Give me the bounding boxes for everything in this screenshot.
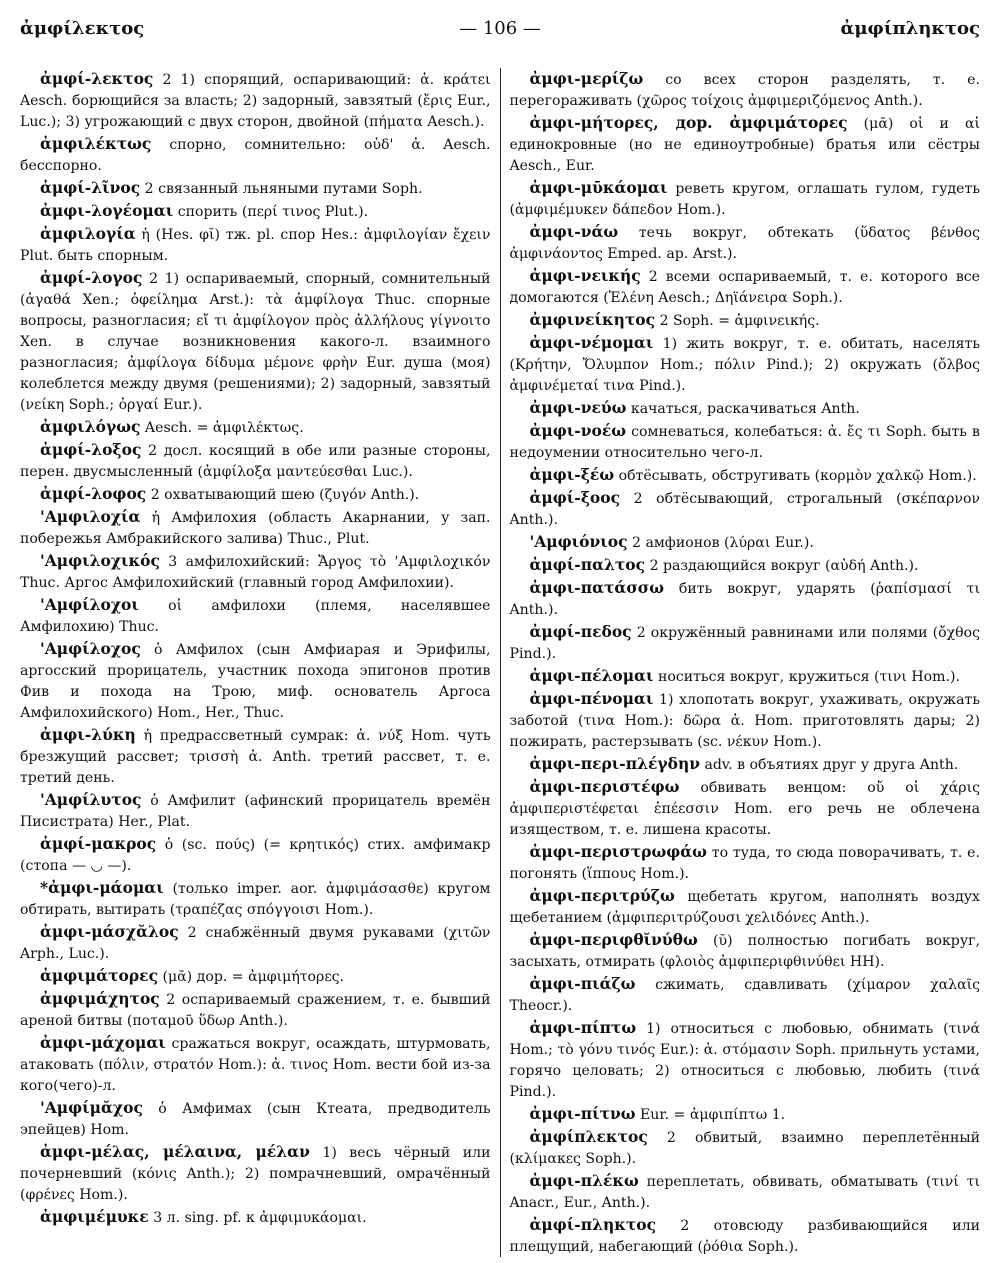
dictionary-entry <box>510 929 981 973</box>
entry-definition: 1) жить вокруг, т. е. обитать, населять (Κρήτην, Ὄλυμπον Hom.; πόλιν Pind.); 2) окружать (ὄλβος ἀμφινέμεταί τινα Pind.). <box>509 336 980 394</box>
dictionary-entry <box>510 776 981 841</box>
entry-headword: ἀμφινείκητος <box>529 310 656 329</box>
entry-definition: качаться, раскачиваться Anth. <box>630 401 860 417</box>
dictionary-entry <box>20 638 491 724</box>
entry-headword: ἀμφι-λογέομαι <box>40 201 174 220</box>
entry-definition: переплетать, обвивать, обматывать (τινί τι Anacr., Eur., Anth.). <box>509 1174 980 1211</box>
dictionary-entry <box>510 665 981 688</box>
entry-definition: спорно, сомнительно: οὐδ' ἀ. Aesch. бесспорно. <box>20 137 491 174</box>
entry-headword: ἀμφι-μήτορες, дор. ἀμφιμάτορες <box>529 113 848 132</box>
dictionary-entry <box>20 267 491 416</box>
entry-headword: ἀμφι-πέλομαι <box>529 666 654 685</box>
entry-headword: ἀμφιλέκτως <box>40 134 152 153</box>
entry-definition: щебетать кругом, наполнять воздух щебетанием (ἀμφιπεριτρύζουσι χελιδόνες Anth.). <box>509 889 980 926</box>
entry-definition: Eur. = ἀμφιπίπτω 1. <box>640 1107 786 1123</box>
entry-definition: ἡ предрассветный сумрак: ἀ. νύξ Hom. чуть брезжущий рассвет; τρισσὴ ἀ. Anth. третий рассвет, т. е. третий день. <box>20 728 491 786</box>
left-column <box>20 68 500 1257</box>
entry-definition: бить вокруг, ударять (ῥαπίσμασί τι Anth.). <box>509 581 980 618</box>
dictionary-entry <box>20 988 491 1032</box>
entry-headword: ἀμφι-περιστέφω <box>529 777 680 796</box>
entry-headword: ἀμφί-ξοος <box>529 488 621 507</box>
dictionary-entry <box>20 483 491 506</box>
dictionary-entry <box>510 1170 981 1214</box>
dictionary-entry <box>510 885 981 929</box>
entry-definition: 2 амфионов (λύραι Eur.). <box>632 535 814 551</box>
entry-headword: ἀμφι-πατάσσω <box>529 578 664 597</box>
entry-definition: Aesch. = ἀμφιλέκτως. <box>144 420 304 436</box>
entry-definition: течь вокруг, обтекать (ὕδατος βένθος ἀμφινάοντος Emped. ap. Arst.). <box>509 225 980 262</box>
dictionary-entry <box>20 1141 491 1206</box>
entry-headword: 'Αμφίλυτος <box>40 790 142 809</box>
entry-headword: ἀμφι-περιστρωφάω <box>529 842 707 861</box>
entry-definition: 2 раздающийся вокруг (αὐδή Anth.). <box>649 558 919 574</box>
entry-definition: обвивать венцом: οὔ οἱ χάρις ἀμφιπεριστέφεται ἐπέεσσιν Hom. его речь не облечена изяществом, т. е. лишена красоты. <box>509 780 980 838</box>
dictionary-entry <box>20 439 491 483</box>
entry-headword: ἀμφι-μῡκάομαι <box>529 178 668 197</box>
entry-headword: ἀμφι-μερίζω <box>529 69 644 88</box>
dictionary-entry <box>20 200 491 223</box>
dictionary-entry <box>510 688 981 753</box>
entry-definition: adv. в объятиях друг у друга Anth. <box>704 757 959 773</box>
dictionary-entry <box>510 973 981 1017</box>
entry-headword: ἀμφί-λογος <box>40 268 143 287</box>
dictionary-entry <box>20 68 491 133</box>
header-first-word: ἀμφίλεκτος <box>20 18 145 39</box>
running-header <box>20 12 980 52</box>
entry-definition: 2 оспариваемый сражением, т. е. бывший ареной битвы (ποταμοῦ ὕδωρ Anth.). <box>20 992 491 1029</box>
dictionary-entry <box>510 1017 981 1103</box>
entry-headword: ἀμφιμάτορες <box>40 966 159 985</box>
entry-headword: 'Αμφιλοχία <box>40 507 141 526</box>
entry-definition: 2 Soph. = ἀμφινεικής. <box>659 313 820 329</box>
dictionary-entry <box>20 965 491 988</box>
entry-headword: 'Αμφιλοχικός <box>40 551 160 570</box>
header-last-word: ἀμφίπληκτος <box>840 18 980 39</box>
dictionary-entry <box>20 133 491 177</box>
entry-definition: 2 охватывающий шею (ζυγόν Anth.). <box>150 487 420 503</box>
entry-headword: ἀμφι-νέμομαι <box>529 333 654 352</box>
entry-headword: ἀμφιμέμυκε <box>40 1207 149 1226</box>
dictionary-entry <box>510 1126 981 1170</box>
entry-headword: ἀμφι-πίτνω <box>529 1104 636 1123</box>
entry-headword: ἀμφι-ξέω <box>529 465 615 484</box>
dictionary-entry <box>510 112 981 177</box>
entry-headword: ἀμφι-πένομαι <box>529 689 654 708</box>
entry-headword: ἀμφι-περι-πλέγδην <box>529 754 700 773</box>
entry-definition: ὁ Амфимах (сын Ктеата, предводитель эпейцев) Hom. <box>20 1101 491 1138</box>
entry-headword: ἀμφιλόγως <box>40 417 141 436</box>
dictionary-entry <box>20 594 491 638</box>
dictionary-entry <box>20 877 491 921</box>
dictionary-entry <box>20 416 491 439</box>
entry-headword: ἀμφι-πλέκω <box>529 1171 639 1190</box>
entry-definition: 2 связанный льняными путами Soph. <box>144 181 423 197</box>
entry-headword: ἀμφι-νοέω <box>529 421 627 440</box>
dictionary-entry <box>20 506 491 550</box>
dictionary-entry <box>510 221 981 265</box>
dictionary-entry <box>20 1097 491 1141</box>
entry-definition: сражаться вокруг, осаждать, штурмовать, атаковать (πόλιν, στρατόν Hom.): ἀ. τινος Hom. вести бой из-за кого(чего)-л. <box>20 1036 491 1094</box>
entry-headword: ἀμφίπλεκτος <box>529 1127 648 1146</box>
dictionary-entry <box>510 420 981 464</box>
entry-headword: ἀμφι-λύκη <box>40 725 136 744</box>
entry-definition: 1) весь чёрный или почерневший (κόνις Anth.); 2) помрачневший, омрачённый (φρένες Hom.). <box>20 1145 491 1203</box>
dictionary-entry <box>20 833 491 877</box>
entry-headword: ἀμφί-πεδος <box>529 622 632 641</box>
entry-headword: 'Αμφίλοχοι <box>40 595 139 614</box>
entry-definition: со всех сторон разделять, т. е. перегораживать (χῶρος τοίχοις ἀμφιμεριζόμενος Anth.). <box>509 72 980 109</box>
entry-headword: ἀμφί-λῖνος <box>40 178 141 197</box>
dictionary-entry <box>510 577 981 621</box>
dictionary-entry <box>510 621 981 665</box>
entry-definition: 2 всеми оспариваемый, т. е. которого все домогаются (Ἑλένη Aesch.; Δηϊάνειρα Soph.). <box>509 269 980 306</box>
entry-headword: 'Αμφιόνιος <box>529 532 628 551</box>
entry-definition: 2 досл. косящий в обе или разные стороны, перен. двусмысленный (ἀμφίλοξα μαντεύεσθαι Luc.). <box>20 443 491 480</box>
entry-definition: ὁ Амфилит (афинский прорицатель времён Писистрата) Her., Plat. <box>20 793 491 830</box>
entry-definition: 2 окружённый равнинами или полями (ὄχθος Pind.). <box>509 625 980 662</box>
dictionary-entry <box>510 487 981 531</box>
dictionary-entry <box>510 1103 981 1126</box>
entry-headword: 'Αμφίλοχος <box>40 639 141 658</box>
entry-headword: ἀμφι-μέλας, μέλαινα, μέλαν <box>40 1142 310 1161</box>
entry-headword: ἀμφί-λεκτος <box>40 69 154 88</box>
entry-headword: ἀμφί-πληκτος <box>529 1215 657 1234</box>
dictionary-entry <box>510 309 981 332</box>
dictionary-entry <box>510 68 981 112</box>
entry-definition: 2 1) оспариваемый, спорный, сомнительный (ἀγαθά Xen.; ὀφείλημα Arst.): τὰ ἀμφίλογα Thuc. спорные вопросы, разногласия; εἴ τι ἀμφίλογον πρὸς ἀλλήλους γίγνοιτο Xen. в случае возникновения какого-л. взаимного разногласия; ἀμφίλογα δίδυμα μέμονε φρὴν Eur. душа (моя) колеблется между двумя (решениями); 2) задорный, завзятый (νείκη Soph.; ὀργαί Eur.). <box>20 271 491 413</box>
entry-definition: 2 обвитый, взаимно переплетённый (κλίμακες Soph.). <box>509 1130 980 1167</box>
entry-headword: ἀμφι-μάσχᾰλος <box>40 922 179 941</box>
dictionary-entry <box>510 397 981 420</box>
entry-definition: (μᾱ) дор. = ἀμφιμήτορες. <box>162 969 345 985</box>
entry-definition: 2 снабжённый двумя рукавами (χιτῶν Arph., Luc.). <box>20 925 491 962</box>
dictionary-entry <box>510 753 981 776</box>
entry-definition: ὁ (sc. πούς) (= κρητικός) стих. амфимакр (стопа — ◡ —). <box>20 837 491 874</box>
dictionary-entry <box>20 550 491 594</box>
entry-definition: 2 обтёсывающий, строгальный (σκέπαρνον Anth.). <box>509 491 980 528</box>
entry-definition: 3 амфилохийский: Ἄργος τὸ 'Αμφιλοχικόν Thuc. Аргос Амфилохийский (главный город Амфилохии). <box>20 554 491 591</box>
dictionary-entry <box>20 921 491 965</box>
entry-headword: ἀμφι-νεύω <box>529 398 627 417</box>
entry-definition: сомневаться, колебаться: ἀ. ἔς τι Soph. быть в недоумении относительно чего-л. <box>509 424 980 461</box>
dictionary-entry <box>20 1206 491 1229</box>
entry-definition: носиться вокруг, кружиться (τινι Hom.). <box>657 669 960 685</box>
dictionary-entry <box>20 223 491 267</box>
entry-headword: ἀμφι-νάω <box>529 222 619 241</box>
dictionary-entry <box>510 464 981 487</box>
entry-definition: 2 отовсюду разбивающийся или плещущий, набегающий (ῥόθια Soph.). <box>509 1218 980 1255</box>
entry-definition: обтёсывать, обстругивать (κορμὸν χαλκῷ Hom.). <box>618 468 977 484</box>
page-number: — 106 — <box>459 18 541 39</box>
dictionary-entry <box>20 1032 491 1097</box>
entry-headword: ἀμφιλογία <box>40 224 136 243</box>
dictionary-entry <box>510 554 981 577</box>
entry-headword: ἀμφί-παλτος <box>529 555 646 574</box>
dictionary-entry <box>510 265 981 309</box>
entry-headword: ἀμφί-μακρος <box>40 834 157 853</box>
entry-definition: реветь кругом, оглашать гулом, гудеть (ἀμφιμέμυκεν δάπεδον Hom.). <box>509 181 980 218</box>
dictionary-entry <box>510 841 981 885</box>
right-column <box>500 68 981 1257</box>
dictionary-entry <box>20 177 491 200</box>
entry-headword: ἀμφιμάχητος <box>40 989 160 1008</box>
two-column-body <box>20 68 980 1257</box>
dictionary-entry <box>510 177 981 221</box>
entry-headword: ἀμφί-λοξος <box>40 440 142 459</box>
dictionary-entry <box>20 724 491 789</box>
entry-definition: ἡ Амфилохия (область Акарнании, у зап. побережья Амбракийского залива) Thuc., Plut. <box>20 510 491 547</box>
entry-definition: то туда, то сюда поворачивать, т. е. погонять (ἵππους Hom.). <box>509 845 980 882</box>
entry-headword: *ἀμφι-μάομαι <box>40 878 164 897</box>
entry-headword: ἀμφι-περιτρύζω <box>529 886 675 905</box>
entry-definition: спорить (περί τινος Plut.). <box>177 204 369 220</box>
entry-definition: ἡ (Hes. φῐ) тж. pl. спор Hes.: ἀμφιλογίαν ἔχειν Plut. быть спорным. <box>20 227 491 264</box>
dictionary-entry <box>510 1214 981 1257</box>
entry-definition: οἱ амфилохи (племя, населявшее Амфилохию) Thuc. <box>20 598 491 635</box>
entry-definition: 3 л. sing. pf. к ἀμφιμυκάομαι. <box>153 1210 367 1226</box>
entry-definition: 1) относиться с любовью, обнимать (τινά Hom.; τὸ γόνυ τινός Eur.): ἀ. στόμασιν Soph. прильнуть устами, горячо целовать; 2) относиться с любовью, любить (τινά Pind.). <box>509 1021 980 1100</box>
entry-definition: сжимать, сдавливать (χίμαρον χαλαῖς Theocr.). <box>509 977 980 1014</box>
dictionary-entry <box>20 789 491 833</box>
entry-headword: ἀμφι-πίπτω <box>529 1018 637 1037</box>
entry-definition: (μᾱ) οἱ и αἱ единокровные (но не единоутробные) братья или сёстры Aesch., Eur. <box>509 116 980 174</box>
entry-headword: ἀμφί-λοφος <box>40 484 147 503</box>
entry-definition: (только imper. aor. ἀμφιμάσασθε) кругом обтирать, вытирать (τραπέζας σπόγγοισι Hom.). <box>20 881 491 918</box>
entry-headword: ἀμφι-πιάζω <box>529 974 636 993</box>
entry-definition: 2 1) спорящий, оспаривающий: ἀ. κράτει Aesch. борющийся за власть; 2) задорный, завзятый (ἔρις Eur., Luc.); 3) угрожающий с двух сторон, двойной (πήματα Aesch.). <box>20 72 491 130</box>
entry-definition: ὁ Амфилох (сын Амфиарая и Эрифилы, аргосский прорицатель, участник похода эпигонов против Фив и похода на Трою, миф. основатель Аргоса Амфилохийского) Hom., Her., Thuc. <box>20 642 491 721</box>
entry-headword: ἀμφι-μάχομαι <box>40 1033 166 1052</box>
dictionary-entry <box>510 332 981 397</box>
entry-headword: ἀμφι-νεικής <box>529 266 641 285</box>
entry-definition: 1) хлопотать вокруг, ухаживать, окружать заботой (τινα Hom.): δῶρα ἀ. Hom. приготовлять дары; 2) пожирать, растерзывать (sc. νέκυν Hom.). <box>509 692 980 750</box>
entry-definition: (ῠ) полностью погибать вокруг, засыхать, отмирать (φλοιὸς ἀμφιπεριφθινύθει HH). <box>509 933 980 970</box>
entry-headword: ἀμφι-περιφθῐνύθω <box>529 930 698 949</box>
dictionary-entry <box>510 531 981 554</box>
entry-headword: 'Αμφίμᾰχος <box>40 1098 143 1117</box>
